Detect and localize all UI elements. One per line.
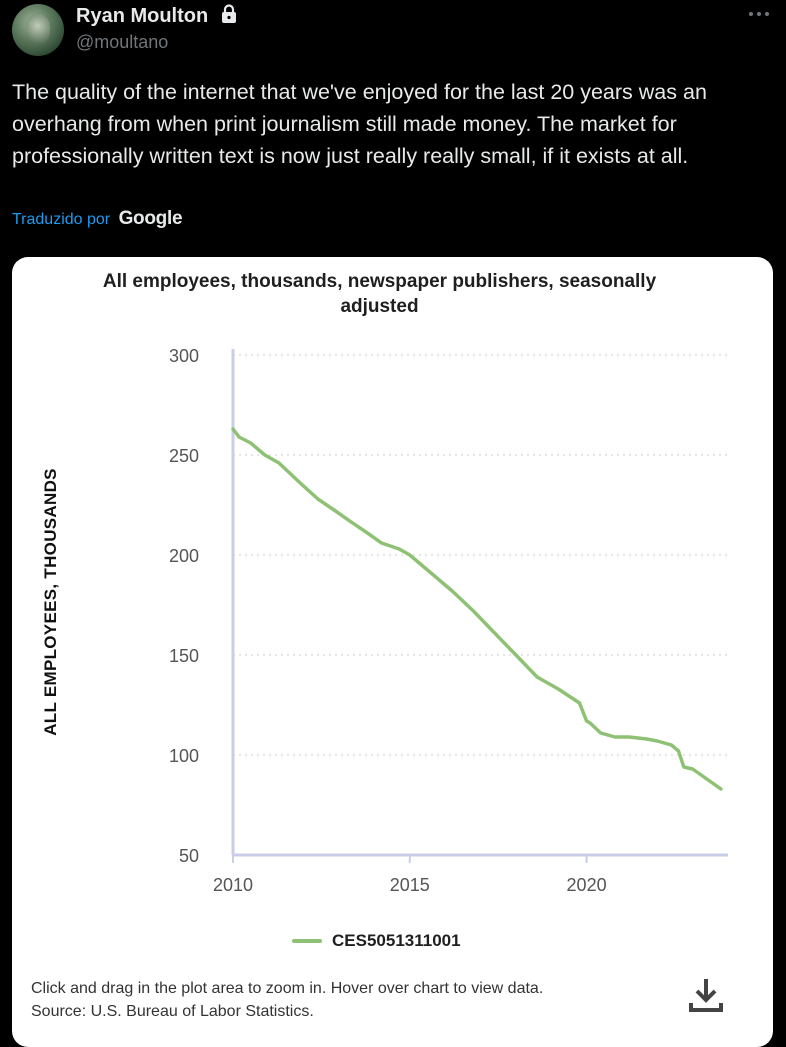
user-handle[interactable]: @moultano (76, 32, 169, 52)
x-tick-label: 2015 (389, 875, 430, 895)
legend-label: CES5051311001 (332, 931, 461, 950)
x-tick-label: 2010 (212, 875, 254, 895)
y-tick-label: 150 (168, 646, 199, 666)
y-tick-label: 50 (178, 846, 199, 866)
chart-plot-area[interactable] (12, 257, 773, 957)
chart-legend[interactable] (292, 931, 461, 951)
chart-card[interactable] (12, 257, 773, 1047)
lock-icon (220, 4, 238, 24)
translation-attribution[interactable] (12, 208, 182, 230)
user-name[interactable]: Ryan Moulton (76, 5, 209, 27)
chart-title: All employees, thousands, newspaper publishers, seasonally adjusted (102, 271, 657, 317)
avatar[interactable] (12, 4, 64, 56)
download-icon[interactable] (688, 977, 724, 1013)
x-tick-label: 2020 (566, 875, 607, 895)
y-tick-label: 200 (168, 546, 199, 566)
y-tick-label: 100 (168, 746, 199, 766)
user-name-row[interactable] (76, 4, 238, 28)
chart-footer (31, 977, 543, 1023)
y-tick-label: 250 (168, 446, 199, 466)
google-logo: Google (118, 208, 183, 229)
y-tick-label: 300 (168, 346, 199, 366)
translated-label: Traduzido por (12, 211, 111, 228)
legend-swatch (292, 939, 322, 943)
series-line (233, 429, 721, 789)
chart-source: Source: U.S. Bureau of Labor Statistics. (31, 1003, 314, 1020)
chart-instruction: Click and drag in the plot area to zoom in. Hover over chart to view data. (31, 980, 544, 997)
y-axis-label: ALL EMPLOYEES, THOUSANDS (41, 468, 60, 736)
tweet-text: The quality of the internet that we've enjoyed for the last 20 years was an overhang from when print journalism still made money. The market for professionally written text is now just really really small, if it exists at all. (12, 80, 707, 168)
more-icon[interactable] (748, 10, 770, 18)
